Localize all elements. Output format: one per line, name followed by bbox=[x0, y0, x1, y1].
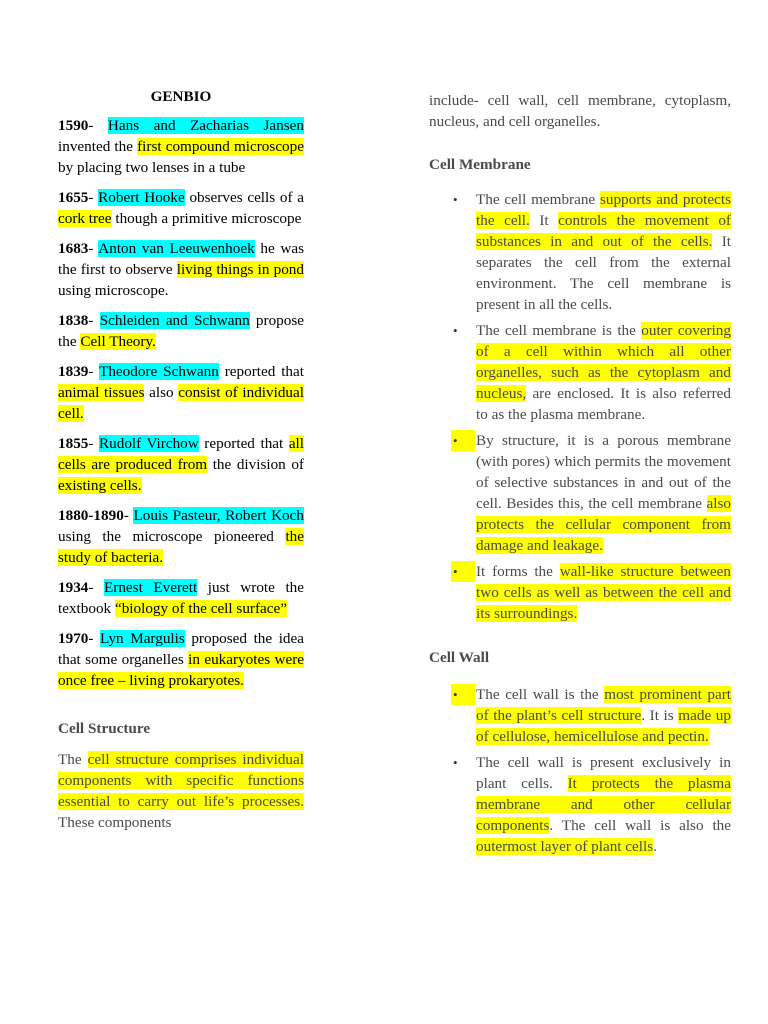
timeline-entry bbox=[58, 505, 304, 568]
text-run: - bbox=[88, 630, 100, 647]
highlighted-text: It protects the plasma membrane and other cellular components bbox=[476, 775, 731, 834]
text-run: include- cell wall, cell membrane, cytoplasm, nucleus, and cell organelles. bbox=[429, 92, 731, 130]
bullet-item bbox=[429, 684, 731, 747]
year-label: 1934 bbox=[58, 579, 89, 596]
highlighted-name: Schleiden and Schwann bbox=[99, 312, 250, 329]
text-run: - bbox=[88, 312, 100, 329]
highlighted-text: Cell Theory. bbox=[80, 333, 156, 350]
text-run: using microscope. bbox=[58, 282, 169, 299]
cell-structure-paragraph-continued bbox=[429, 90, 731, 132]
text-run: using the microscope pioneered bbox=[58, 528, 286, 545]
highlighted-text: all cells are produced from bbox=[58, 435, 304, 473]
right-column bbox=[429, 90, 731, 862]
text-run: observes cells of a bbox=[184, 189, 305, 206]
highlighted-text: the study of bacteria. bbox=[58, 528, 304, 566]
text-run: - bbox=[88, 435, 100, 452]
text-run: - bbox=[123, 507, 134, 524]
left-column bbox=[58, 86, 304, 833]
year-label: 1880-1890 bbox=[58, 507, 124, 524]
bullet-icon bbox=[451, 189, 475, 210]
highlighted-text: first compound microscope bbox=[137, 138, 304, 155]
bullet-icon bbox=[451, 752, 475, 773]
bullet-item bbox=[429, 320, 731, 425]
text-run: he was the first to observe bbox=[58, 240, 304, 278]
timeline-entry bbox=[58, 361, 304, 424]
year-label: 1655 bbox=[58, 189, 89, 206]
timeline-entry bbox=[58, 238, 304, 301]
bullet-icon bbox=[451, 320, 475, 341]
bullet-icon bbox=[451, 561, 475, 582]
text-run: - bbox=[88, 240, 99, 257]
timeline-entry bbox=[58, 187, 304, 229]
year-label: 1970 bbox=[58, 630, 89, 647]
text-run: These components bbox=[58, 814, 172, 831]
highlighted-text: made up of cellulose, hemicellulose and pectin. bbox=[476, 707, 731, 745]
text-run: It forms the bbox=[476, 563, 560, 580]
text-run: - bbox=[88, 117, 108, 134]
text-run: reported that bbox=[198, 435, 289, 452]
text-run: It separates the cell from the external environment. The cell membrane is present in all the cells. bbox=[476, 233, 732, 313]
cell-structure-part-2 bbox=[429, 92, 731, 130]
highlighted-text: outer covering of a cell within which all other organelles, such as the cytoplasm and nucleus, bbox=[476, 322, 731, 402]
highlighted-text: controls the movement of substances in and out of the cells. bbox=[476, 212, 731, 250]
text-run: though a primitive microscope bbox=[111, 210, 302, 227]
text-run: . The cell wall is also the bbox=[549, 817, 731, 834]
highlighted-name: Robert Hooke bbox=[98, 189, 185, 206]
timeline-entry bbox=[58, 628, 304, 691]
text-run: also bbox=[144, 384, 179, 401]
cell-structure-part-1 bbox=[58, 751, 304, 831]
text-run: The cell membrane bbox=[476, 191, 600, 208]
text-run: The cell wall is present exclusively in plant cells. bbox=[476, 754, 731, 792]
text-run: the division of bbox=[207, 456, 304, 473]
highlighted-text: cell structure comprises individual components with specific functions essential to carry out life’s processes. bbox=[58, 751, 304, 810]
cell-structure-heading: Cell Structure bbox=[58, 720, 151, 737]
cell-wall-heading: Cell Wall bbox=[429, 649, 490, 666]
text-run: The bbox=[58, 751, 88, 768]
timeline-entry bbox=[58, 115, 304, 178]
highlighted-name: Louis Pasteur, Robert Koch bbox=[133, 507, 304, 524]
highlighted-text: consist of individual cell. bbox=[58, 384, 304, 422]
highlighted-text: “biology of the cell surface” bbox=[114, 600, 287, 617]
bullet-item bbox=[429, 561, 731, 624]
highlighted-text: living things in pond bbox=[176, 261, 304, 278]
text-run: just wrote the textbook bbox=[58, 579, 304, 617]
bullet-icon bbox=[451, 684, 475, 705]
text-run: The cell wall is the bbox=[476, 686, 605, 703]
cell-membrane-heading: Cell Membrane bbox=[429, 156, 531, 173]
timeline-entry bbox=[58, 310, 304, 352]
highlighted-text: most prominent part of the plant’s cell structure bbox=[476, 686, 731, 724]
highlighted-text: also protects the cellular component from damage and leakage. bbox=[476, 495, 731, 554]
highlighted-name: Lyn Margulis bbox=[100, 630, 185, 647]
bullet-item bbox=[429, 189, 731, 315]
text-run: - bbox=[88, 363, 100, 380]
text-run: proposed the idea that some organelles bbox=[58, 630, 304, 668]
text-run: propose the bbox=[58, 312, 304, 350]
text-run: By structure, it is a porous membrane (with pores) which permits the movement of selective substances in and out of the cell. Besides this, the cell membrane bbox=[476, 432, 731, 512]
cell-structure-paragraph bbox=[58, 749, 304, 833]
highlighted-text: wall-like structure between two cells as well as between the cell and its surroundings. bbox=[476, 563, 732, 622]
bullet-item bbox=[429, 430, 731, 556]
timeline-list bbox=[58, 115, 304, 691]
cell-wall-bullets bbox=[429, 684, 731, 857]
highlighted-name: Rudolf Virchow bbox=[99, 435, 199, 452]
highlighted-name: Anton van Leeuwenhoek bbox=[98, 240, 255, 257]
timeline-entry bbox=[58, 433, 304, 496]
text-run: The cell membrane is the bbox=[476, 322, 642, 339]
year-label: 1839 bbox=[58, 363, 89, 380]
bullet-icon bbox=[451, 430, 475, 451]
year-label: 1838 bbox=[58, 312, 89, 329]
year-label: 1855 bbox=[58, 435, 89, 452]
text-run: . bbox=[653, 838, 657, 855]
year-label: 1590 bbox=[58, 117, 89, 134]
highlighted-name: Hans and Zacharias Jansen bbox=[107, 117, 305, 134]
highlighted-name: Ernest Everett bbox=[104, 579, 198, 596]
highlighted-text: cork tree bbox=[58, 210, 112, 227]
year-label: 1683 bbox=[58, 240, 89, 257]
document-title: GENBIO bbox=[150, 88, 212, 105]
timeline-entry bbox=[58, 577, 304, 619]
highlighted-text: supports and protects the cell. bbox=[476, 191, 731, 229]
text-run: - bbox=[88, 579, 104, 596]
highlighted-text: in eukaryotes were once free – living prokaryotes. bbox=[58, 651, 304, 689]
text-run: - bbox=[88, 189, 99, 206]
highlighted-name: Theodore Schwann bbox=[99, 363, 219, 380]
bullet-item bbox=[429, 752, 731, 857]
text-run: It bbox=[529, 212, 559, 229]
cell-membrane-bullets bbox=[429, 189, 731, 624]
text-run: reported that bbox=[218, 363, 304, 380]
text-run: invented the bbox=[58, 138, 138, 155]
highlighted-text: existing cells. bbox=[58, 477, 142, 494]
text-run: are enclosed. It is also referred to as the plasma membrane. bbox=[476, 385, 731, 423]
text-run: . It is bbox=[641, 707, 679, 724]
text-run: by placing two lenses in a tube bbox=[58, 159, 246, 176]
highlighted-text: outermost layer of plant cells bbox=[476, 838, 654, 855]
highlighted-text: animal tissues bbox=[58, 384, 145, 401]
